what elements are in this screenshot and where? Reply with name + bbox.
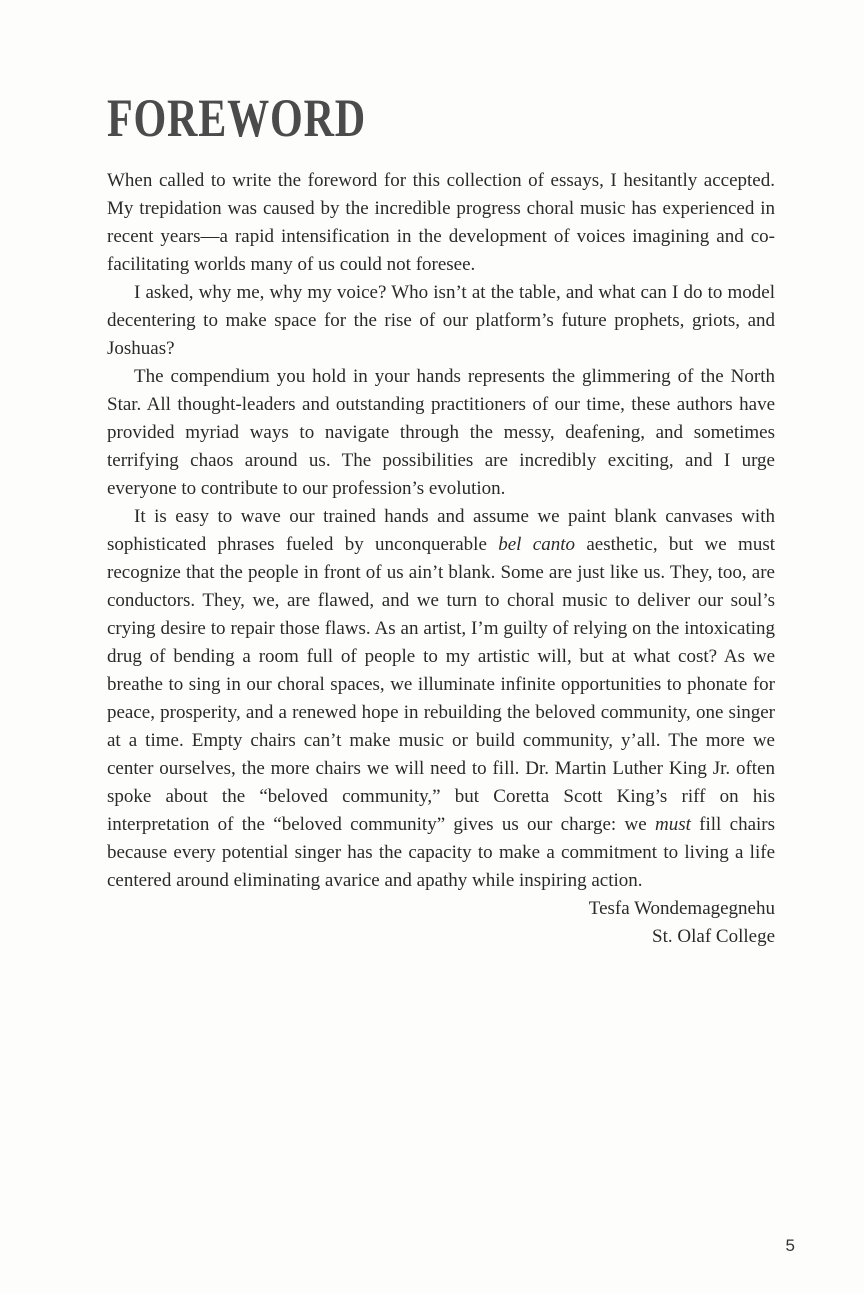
foreword-paragraphs xyxy=(107,167,775,895)
page-title: FOREWORD xyxy=(107,88,366,148)
paragraph: The compendium you hold in your hands represents the glimmering of the North Star. All thought-leaders and outstanding practitioners of our time, these authors have provided myriad ways to navigate through the messy, deafening, and sometimes terrifying chaos around us. The possibilities are incredibly exciting, and I urge everyone to contribute to our profession’s evolution. xyxy=(107,366,775,499)
signature-block xyxy=(107,895,775,951)
signature-name: Tesfa Wondemagegnehu xyxy=(588,898,775,919)
paragraph: I asked, why me, why my voice? Who isn’t at the table, and what can I do to model decentering to make space for the rise of our platform’s future prophets, griots, and Joshuas? xyxy=(107,282,775,359)
page-number: 5 xyxy=(785,1236,795,1255)
paragraph: When called to write the foreword for this collection of essays, I hesitantly accepted. My trepidation was caused by the incredible progress choral music has experienced in recent years—a rapid intensification in the development of voices imagining and co-facilitating worlds many of us could not foresee. xyxy=(107,170,775,275)
signature-affiliation: St. Olaf College xyxy=(652,926,775,947)
paragraph: It is easy to wave our trained hands and assume we paint blank canvases with sophisticated phrases fueled by unconquerable bel canto aesthetic, but we must recognize that the people in front of us ain’t blank. Some are just like us. They, too, are conductors. They, we, are flawed, and we turn to choral music to deliver our soul’s crying desire to repair those flaws. As an artist, I’m guilty of relying on the intoxicating drug of bending a room full of people to my artistic will, but at what cost? As we breathe to sing in our choral spaces, we illuminate infinite opportunities to phonate for peace, prosperity, and a renewed hope in rebuilding the beloved community, one singer at a time. Empty chairs can’t make music or build community, y’all. The more we center ourselves, the more chairs we will need to fill. Dr. Martin Luther King Jr. often spoke about the “beloved community,” but Coretta Scott King’s riff on his interpretation of the “beloved community” gives us our charge: we must fill chairs because every potential singer has the capacity to make a commitment to living a life centered around eliminating avarice and apathy while inspiring action. xyxy=(107,506,775,891)
foreword-body xyxy=(107,167,775,951)
